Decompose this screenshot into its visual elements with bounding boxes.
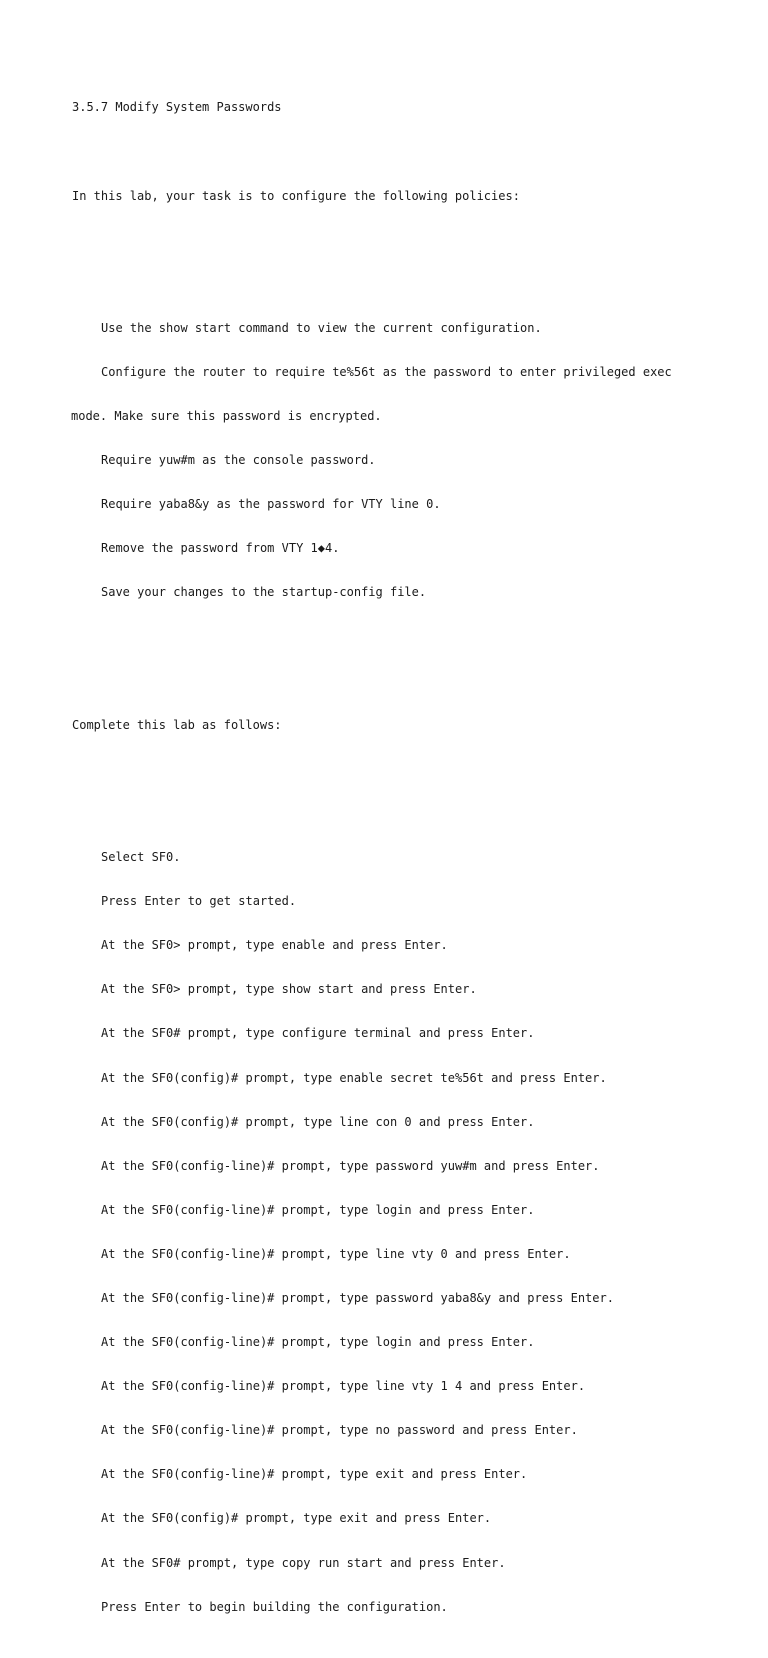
policy-item: Save your changes to the startup-config file. (101, 585, 427, 600)
spacer (72, 233, 712, 248)
intro-text: In this lab, your task is to configure the following policies: (72, 188, 520, 203)
step-item: At the SF0(config-line)# prompt, type exit and press Enter. (101, 1467, 528, 1482)
step-item: At the SF0(config-line)# prompt, type no password and press Enter. (101, 1423, 578, 1438)
spacer (72, 762, 712, 777)
policy-item: Remove the password from VTY 1◆4. (101, 541, 340, 556)
policy-item: Configure the router to require te%56t as the password to enter privileged exec (101, 364, 672, 379)
document-page (72, 71, 712, 1658)
spacer (72, 145, 712, 160)
steps-list (72, 821, 712, 1644)
step-item: At the SF0(config-line)# prompt, type password yaba8&y and press Enter. (101, 1290, 614, 1305)
step-item: Press Enter to get started. (101, 894, 297, 909)
step-item: At the SF0(config-line)# prompt, type line vty 1 4 and press Enter. (101, 1379, 586, 1394)
step-item: At the SF0(config)# prompt, type enable secret te%56t and press Enter. (101, 1070, 607, 1085)
steps-intro-text: Complete this lab as follows: (72, 717, 282, 732)
policies-list (72, 291, 712, 629)
step-item: Press Enter to begin building the configuration. (101, 1599, 448, 1614)
step-item: At the SF0> prompt, type enable and press Enter. (101, 938, 448, 953)
spacer (72, 674, 712, 689)
step-item: Select SF0. (101, 850, 181, 865)
step-item: At the SF0(config-line)# prompt, type login and press Enter. (101, 1202, 535, 1217)
document-title: 3.5.7 Modify System Passwords (72, 100, 282, 115)
policy-item: Use the show start command to view the current configuration. (101, 320, 542, 335)
step-item: At the SF0# prompt, type copy run start and press Enter. (101, 1555, 506, 1570)
step-item: At the SF0(config)# prompt, type exit and press Enter. (101, 1511, 492, 1526)
policy-item: Require yuw#m as the console password. (101, 453, 376, 468)
step-item: At the SF0> prompt, type show start and press Enter. (101, 982, 477, 997)
step-item: At the SF0(config-line)# prompt, type line vty 0 and press Enter. (101, 1246, 571, 1261)
step-item: At the SF0(config-line)# prompt, type password yuw#m and press Enter. (101, 1158, 600, 1173)
policy-item-continuation: mode. Make sure this password is encrypted. (71, 409, 382, 424)
step-item: At the SF0(config)# prompt, type line con 0 and press Enter. (101, 1114, 535, 1129)
policy-item: Require yaba8&y as the password for VTY line 0. (101, 497, 441, 512)
step-item: At the SF0(config-line)# prompt, type login and press Enter. (101, 1335, 535, 1350)
step-item: At the SF0# prompt, type configure terminal and press Enter. (101, 1026, 535, 1041)
